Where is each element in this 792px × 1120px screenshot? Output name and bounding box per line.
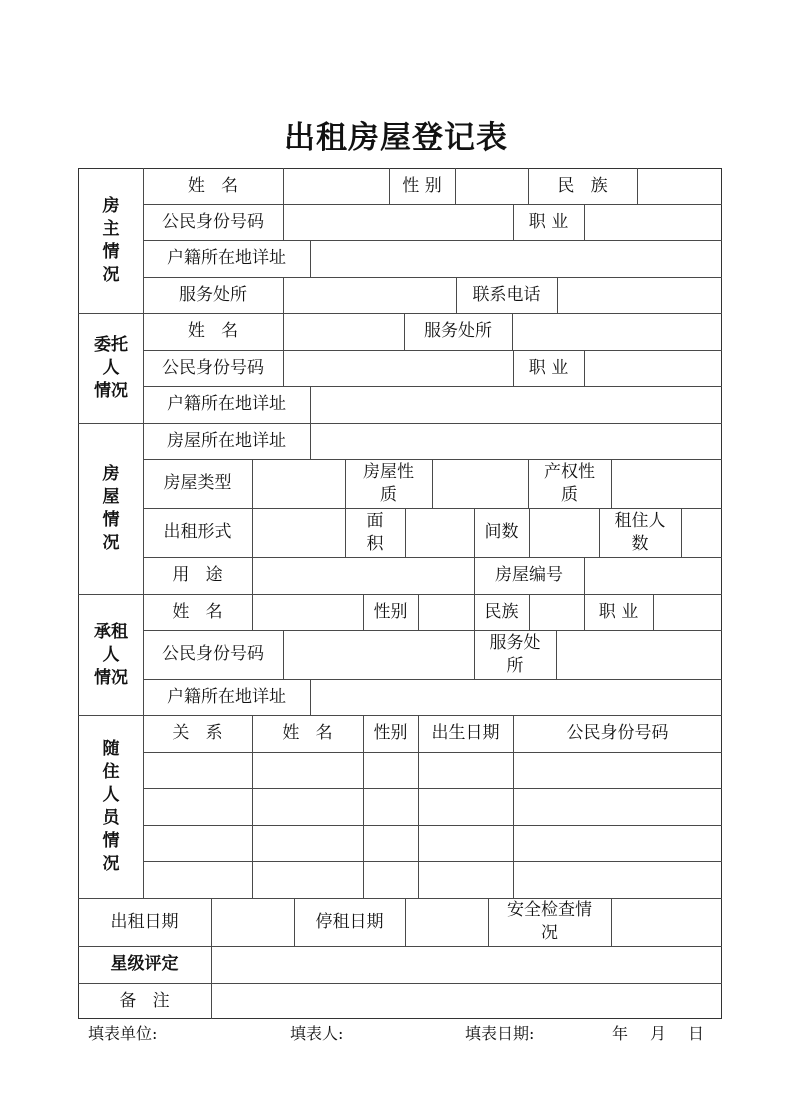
house-number-label: 房屋编号: [495, 565, 563, 585]
residents-row[interactable]: [144, 826, 722, 861]
agent-occupation-label: 职 业: [528, 357, 569, 378]
residents-header-birthdate: 出生日期: [431, 723, 500, 743]
agent-occupation-field[interactable]: [585, 351, 722, 386]
owner-address-label: 户籍所在地详址: [167, 248, 286, 268]
owner-gender-label: 性 别: [402, 175, 442, 196]
footer-filler: 填表人:: [290, 1024, 344, 1043]
tenant-id-label: 公民身份号码: [162, 644, 264, 664]
residents-header-name: 姓 名: [282, 723, 333, 743]
agent-address-field[interactable]: [311, 387, 722, 423]
section-residents-label: 随 住 人 员 情 况: [102, 739, 120, 874]
owner-occupation-field[interactable]: [585, 205, 722, 240]
safety-check-label: 安全检查情 况: [507, 900, 592, 943]
section-tenant-label: 承租 人 情况: [94, 621, 128, 688]
owner-address-field[interactable]: [311, 241, 722, 277]
stop-date-field[interactable]: [406, 899, 488, 946]
agent-service-label: 服务处所: [424, 321, 492, 341]
rooms-label: 间数: [484, 522, 519, 542]
tenant-gender-field[interactable]: [419, 595, 474, 630]
owner-name-label: 姓 名: [187, 175, 239, 196]
rooms-field[interactable]: [530, 509, 599, 557]
tenant-service-label: 服务处 所: [489, 632, 541, 676]
agent-address-label: 户籍所在地详址: [167, 394, 286, 414]
agent-name-field[interactable]: [284, 314, 404, 350]
house-number-field[interactable]: [585, 558, 722, 594]
tenant-ethnicity-field[interactable]: [530, 595, 584, 630]
section-agent-label: 委托 人 情况: [94, 335, 128, 401]
tenant-ethnicity-label: 民族: [484, 601, 519, 622]
owner-name-field[interactable]: [284, 169, 389, 204]
residents-count-field[interactable]: [682, 509, 722, 557]
owner-phone-label: 联系电话: [472, 284, 541, 305]
residents-header-gender: 性别: [373, 723, 408, 743]
house-address-label: 房屋所在地详址: [167, 430, 286, 451]
area-label: 面 积: [366, 510, 384, 554]
footer-day: 日: [688, 1024, 705, 1043]
owner-phone-field[interactable]: [558, 278, 722, 313]
residents-header-relation: 关 系: [172, 723, 223, 743]
tenant-address-label: 户籍所在地详址: [167, 686, 286, 707]
house-type-field[interactable]: [253, 460, 345, 508]
agent-id-label: 公民身份号码: [162, 357, 264, 378]
footer-year: 年: [612, 1024, 629, 1043]
remarks-label: 备 注: [119, 990, 170, 1011]
rent-form-field[interactable]: [253, 509, 345, 557]
residents-count-label: 租住人 数: [614, 510, 666, 554]
owner-id-field[interactable]: [284, 205, 513, 240]
tenant-id-field[interactable]: [284, 631, 474, 679]
house-type-label: 房屋类型: [163, 473, 232, 493]
form-title: 出租房屋登记表: [284, 120, 508, 156]
section-house-label: 房 屋 情 况: [102, 464, 120, 553]
owner-gender-field[interactable]: [456, 169, 528, 204]
usage-field[interactable]: [253, 558, 474, 594]
area-field[interactable]: [406, 509, 474, 557]
tenant-name-label: 姓 名: [172, 601, 223, 622]
residents-row[interactable]: [144, 753, 722, 788]
usage-label: 用 途: [172, 565, 223, 585]
owner-id-label: 公民身份号码: [162, 211, 264, 232]
owner-ethnicity-field[interactable]: [638, 169, 722, 204]
house-nature-label: 房屋性 质: [363, 461, 414, 505]
agent-service-field[interactable]: [513, 314, 722, 350]
owner-ethnicity-label: 民 族: [557, 175, 608, 196]
star-rating-label: 星级评定: [110, 954, 179, 974]
residents-header-id: 公民身份号码: [566, 723, 669, 743]
house-address-field[interactable]: [311, 424, 722, 459]
property-nature-label: 产权性 质: [544, 461, 595, 505]
property-nature-field[interactable]: [612, 460, 722, 508]
residents-row[interactable]: [144, 789, 722, 825]
rent-date-label: 出租日期: [110, 911, 179, 932]
star-rating-field[interactable]: [212, 947, 722, 983]
safety-check-field[interactable]: [612, 899, 722, 946]
owner-service-field[interactable]: [284, 278, 456, 313]
house-nature-field[interactable]: [433, 460, 528, 508]
tenant-service-field[interactable]: [557, 631, 722, 679]
section-owner-label: 房 主 情 况: [102, 196, 120, 285]
owner-service-label: 服务处所: [179, 284, 247, 305]
owner-occupation-label: 职 业: [528, 211, 569, 232]
stop-date-label: 停租日期: [315, 911, 384, 932]
rent-form-label: 出租形式: [163, 522, 232, 542]
tenant-occupation-field[interactable]: [654, 595, 722, 630]
residents-row[interactable]: [144, 862, 722, 898]
footer-date: 填表日期:: [465, 1024, 535, 1043]
footer-unit: 填表单位:: [88, 1024, 158, 1043]
tenant-gender-label: 性别: [373, 601, 408, 622]
tenant-address-field[interactable]: [311, 680, 722, 715]
tenant-name-field[interactable]: [253, 595, 363, 630]
remarks-field[interactable]: [212, 984, 722, 1019]
tenant-occupation-label: 职 业: [598, 601, 639, 622]
agent-name-label: 姓 名: [187, 321, 239, 341]
agent-id-field[interactable]: [284, 351, 513, 386]
footer-month: 月: [650, 1024, 667, 1043]
rent-date-field[interactable]: [212, 899, 294, 946]
